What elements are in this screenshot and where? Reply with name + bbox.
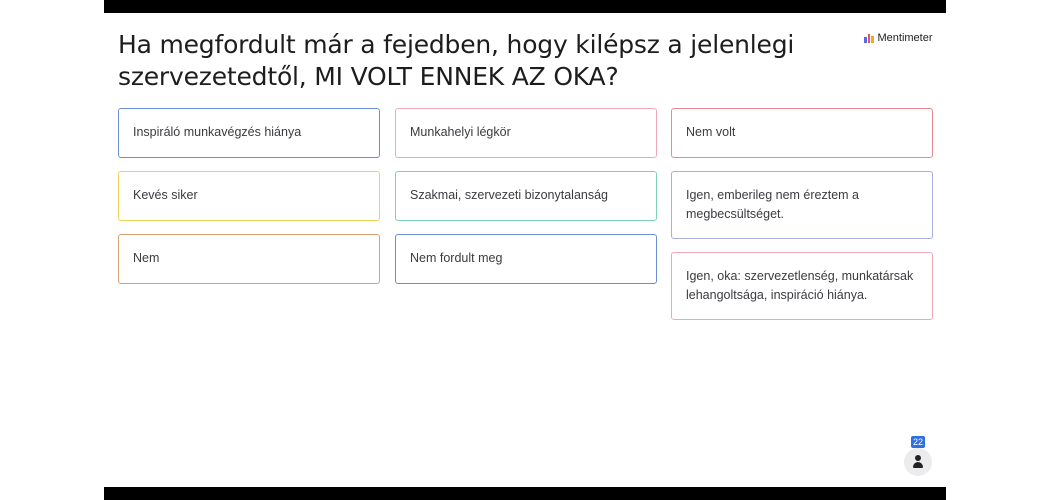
person-icon (904, 448, 932, 476)
responses-column-1 (118, 108, 380, 297)
response-text: Szakmai, szervezeti bizonytalanság (410, 188, 609, 202)
response-card (671, 252, 933, 320)
response-card (671, 108, 933, 158)
response-text: Igen, emberileg nem éreztem a megbecsültséget. (686, 188, 860, 221)
response-card (118, 234, 380, 284)
response-card (118, 108, 380, 158)
response-text: Igen, oka: szervezetlenség, munkatársak lehangoltsága, inspiráció hiánya. (686, 269, 914, 302)
response-text: Nem (133, 251, 160, 265)
brand-name: Mentimeter (877, 32, 933, 44)
response-text: Nem fordult meg (410, 251, 503, 265)
response-card (395, 171, 657, 221)
responses-column-2 (395, 108, 657, 297)
top-letterbox-bar (104, 0, 946, 13)
response-card (118, 171, 380, 221)
brand-logo (864, 32, 933, 44)
presentation-slide (104, 13, 946, 487)
question-heading (118, 29, 818, 93)
mentimeter-logo-icon (864, 34, 874, 43)
response-text: Kevés siker (133, 188, 198, 202)
response-card (395, 108, 657, 158)
response-text: Nem volt (686, 125, 736, 139)
responses-column-3 (671, 108, 933, 333)
question-line-2: szervezetedtől, MI VOLT ENNEK AZ OKA? (118, 62, 619, 91)
audience-count-badge: 22 (912, 437, 923, 447)
audience-count-button[interactable] (904, 436, 932, 476)
response-card (395, 234, 657, 284)
response-text: Inspiráló munkavégzés hiánya (133, 125, 302, 139)
question-line-1: Ha megfordult már a fejedben, hogy kilépsz a jelenlegi (118, 30, 795, 59)
response-card (671, 171, 933, 239)
bottom-letterbox-bar (104, 487, 946, 500)
response-text: Munkahelyi légkör (410, 125, 511, 139)
